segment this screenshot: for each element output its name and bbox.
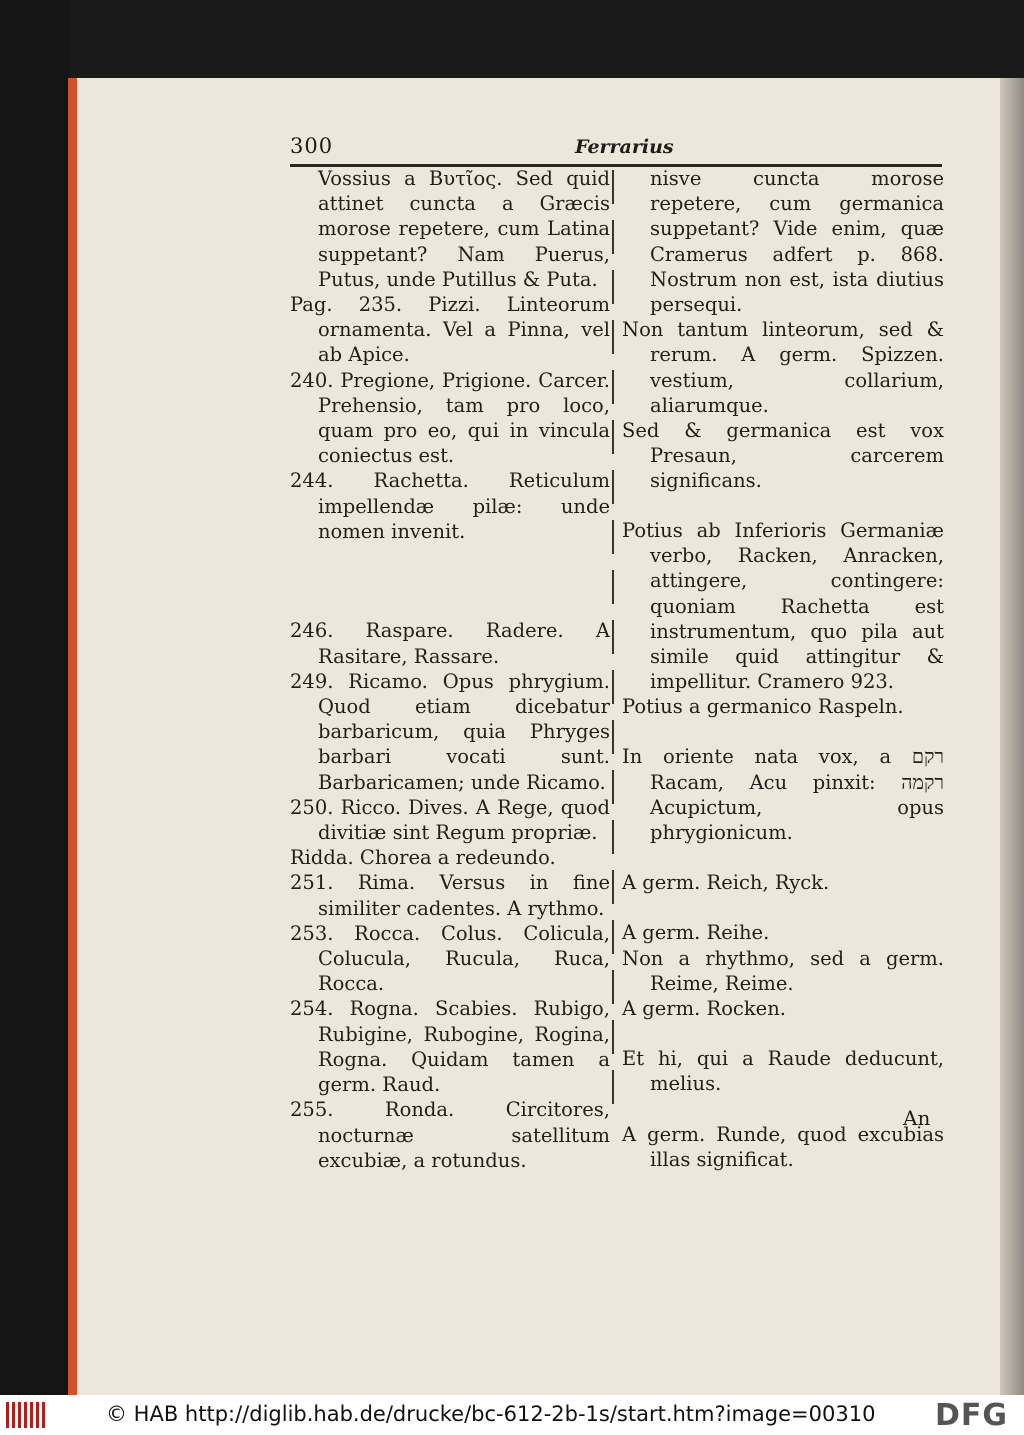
source-url[interactable]: © HAB http://diglib.hab.de/drucke/bc-612-2b-1s/start.htm?image=00310 <box>106 1402 876 1426</box>
left-entry: Ridda. Chorea a redeundo. <box>290 846 556 870</box>
right-entry: A germ. Rocken. <box>622 997 786 1021</box>
right-entry: nisve cuncta morose repetere, cum germanica suppetant? Vide enim, quæ Cramerus adfert p. 868. Nostrum non est, ista diutius persequi. <box>650 167 944 317</box>
left-entry: 251. Rima. Versus in fine similiter cadentes. A rythmo. <box>290 871 610 920</box>
right-entry: Non a rhythmo, sed a germ. Reime, Reime. <box>622 946 944 995</box>
left-entry: 250. Ricco. Dives. A Rege, quod divitiæ sint Regum propriæ. <box>290 795 610 845</box>
hab-logo-icon <box>6 1402 48 1428</box>
right-entry: A germ. Reich, Ryck. <box>622 871 830 895</box>
left-entry: Vossius a Βυτῖος. Sed quid attinet cuncta a Græcis morose repetere, cum Latina suppetant? Nam Puerus, Putus, unde Putillus & Puta. <box>318 167 610 291</box>
left-entry: 255. Ronda. Circitores, nocturnæ satellitum excubiæ, a rotundus. <box>290 1098 610 1172</box>
right-entry: Non tantum linteorum, sed & rerum. A germ. Spizzen. vestium, collarium, aliarumque. <box>622 318 944 417</box>
right-entry: In oriente nata vox, a רקם Racam, Acu pinxit: רקמה Acupictum, opus phrygionicum. <box>622 745 944 845</box>
right-entry: A germ. Runde, quod excubias illas significat. <box>622 1123 944 1172</box>
left-entry: Pag. 235. Pizzi. Linteorum ornamenta. Vel a Pinna, vel ab Apice. <box>290 293 610 367</box>
right-entry: Sed & germanica est vox Presaun, carcerem significans. <box>622 419 944 493</box>
right-column <box>622 166 944 1172</box>
page-number: 300 <box>290 134 334 158</box>
book-gutter <box>1000 78 1024 1396</box>
page-header <box>290 134 940 164</box>
scan-background <box>0 0 70 1395</box>
running-head: Ferrarius <box>575 136 674 158</box>
right-entry: Et hi, qui a Raude deducunt, melius. <box>622 1047 944 1096</box>
left-entry: 240. Pregione, Prigione. Carcer. Prehensio, tam pro loco, quam pro eo, qui in vincula coniectus est. <box>290 368 610 468</box>
catchword: An <box>903 1106 931 1130</box>
left-entry: 246. Raspare. Radere. A Rasitare, Rassare. <box>290 619 610 668</box>
right-entry: Potius a germanico Raspeln. <box>622 695 904 719</box>
right-entry: Potius ab Inferioris Germaniæ verbo, Racken, Anracken, attingere, contingere: quoniam Rachetta est instrumentum, quo pila aut simile quid attingitur & impellitur. Cramero 923. <box>622 519 944 694</box>
left-entry: 254. Rogna. Scabies. Rubigo, Rubigine, Rubogine, Rogina, Rogna. Quidam tamen a germ. Raud. <box>290 997 610 1097</box>
left-column <box>290 166 610 1173</box>
page-red-edge <box>68 78 77 1396</box>
left-entry: 253. Rocca. Colus. Colicula, Colucula, Rucula, Ruca, Rocca. <box>290 921 610 996</box>
left-entry: 244. Rachetta. Reticulum impellendæ pilæ: unde nomen invenit. <box>290 469 610 543</box>
dfg-logo: DFG <box>935 1398 1009 1433</box>
right-entry: A germ. Reihe. <box>622 921 770 945</box>
viewer-footer <box>0 1395 1024 1435</box>
column-divider <box>612 170 614 1105</box>
left-entry: 249. Ricamo. Opus phrygium. Quod etiam dicebatur barbaricum, quia Phryges barbari vocati sunt. Barbaricamen; unde Ricamo. <box>290 669 610 794</box>
